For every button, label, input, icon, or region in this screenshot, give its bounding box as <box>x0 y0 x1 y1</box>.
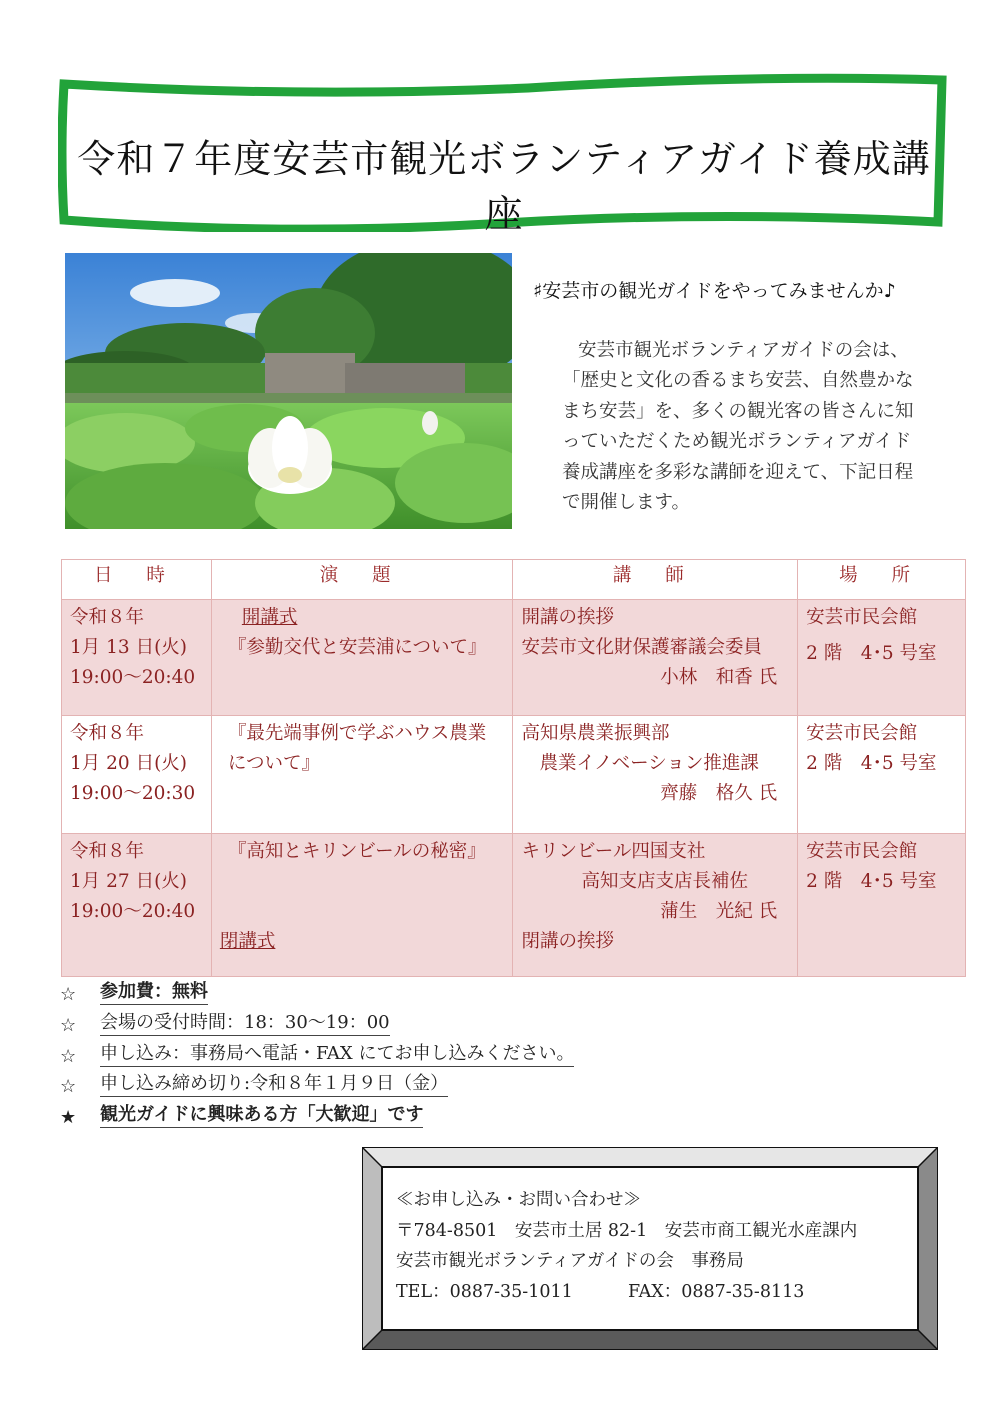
lecturer-line: 閉講の挨拶 <box>521 931 614 952</box>
datetime-cell <box>62 600 212 716</box>
session-date: 1月 27 日(火) <box>70 871 188 892</box>
note-item <box>60 1103 574 1134</box>
lecturer-cell <box>513 716 798 834</box>
star-filled-icon: ★ <box>60 1107 77 1129</box>
session-time: 19:00～20:40 <box>70 901 196 922</box>
note-item <box>60 1042 574 1073</box>
session-year: 令和８年 <box>70 723 145 744</box>
lecturer-line: 安芸市文化財保護審議会委員 <box>521 637 762 658</box>
lecturer-name: 小林 和香 氏 <box>660 667 778 688</box>
venue-name: 安芸市民会館 <box>806 607 918 628</box>
session-year: 令和８年 <box>70 841 145 862</box>
star-outline-icon: ☆ <box>60 1014 77 1036</box>
lecturer-line: 開講の挨拶 <box>521 607 614 628</box>
lotus-photo <box>65 253 512 529</box>
star-outline-icon: ☆ <box>60 1076 77 1098</box>
intro-heading: ♯安芸市の観光ガイドをやってみませんか♪ <box>533 280 896 302</box>
note-item <box>60 1011 574 1042</box>
intro-line: 安芸市観光ボランティアガイドの会は、 <box>578 340 909 361</box>
lecturer-name: 齊藤 格久 氏 <box>660 783 778 804</box>
opening-ceremony: 開講式 <box>241 607 298 628</box>
contact-address: 〒784-8501 安芸市土居 82-1 安芸市商工観光水産課内 <box>396 1220 858 1241</box>
closing-ceremony: 閉講式 <box>219 931 276 952</box>
title-banner <box>58 72 950 236</box>
contact-fax: FAX：0887-35-8113 <box>628 1281 805 1302</box>
topic-title: 『高知とキリンビールの秘密』 <box>227 841 486 862</box>
contact-office: 安芸市観光ボランティアガイドの会 事務局 <box>396 1251 744 1271</box>
session-date: 1月 13 日(火) <box>70 637 188 658</box>
lecturer-line: 高知県農業振興部 <box>521 723 670 744</box>
lecturer-cell <box>513 834 798 977</box>
note-item <box>60 980 574 1011</box>
note-text: 申し込み：事務局へ電話・FAX にてお申し込みください。 <box>100 1042 574 1067</box>
header-topic: 演 題 <box>211 560 513 600</box>
note-text: 観光ガイドに興味ある方「大歓迎」です <box>100 1103 423 1128</box>
intro-line: 養成講座を多彩な講師を迎えて、下記日程 <box>562 461 914 483</box>
star-outline-icon: ☆ <box>60 984 77 1005</box>
datetime-cell <box>62 834 212 977</box>
table-row <box>62 600 966 716</box>
contact-tel: TEL：0887-35-1011 <box>396 1281 573 1302</box>
notes-list <box>60 980 574 1134</box>
note-text: 参加費：無料 <box>100 980 208 1005</box>
note-item <box>60 1072 574 1103</box>
datetime-cell <box>62 716 212 834</box>
session-time: 19:00～20:30 <box>70 783 196 804</box>
venue-cell <box>798 716 966 834</box>
venue-room: 2 階 4･5 号室 <box>806 643 937 664</box>
session-date: 1月 20 日(火) <box>70 753 188 774</box>
intro-line: で開催します。 <box>562 492 691 514</box>
venue-name: 安芸市民会館 <box>806 841 918 862</box>
lecturer-line: キリンビール四国支社 <box>521 841 706 862</box>
venue-room: 2 階 4･5 号室 <box>806 871 937 892</box>
intro-line: っていただくため観光ボランティアガイド <box>562 431 912 453</box>
header-lecturer: 講 師 <box>513 560 798 600</box>
contact-heading: ≪お申し込み・お問い合わせ≫ <box>396 1190 641 1210</box>
topic-cell <box>211 834 513 977</box>
page-title: 令和７年度安芸市観光ボランティアガイド養成講座 <box>77 137 931 236</box>
header-datetime: 日 時 <box>62 560 212 600</box>
contact-text <box>396 1185 857 1307</box>
contact-box <box>362 1147 938 1350</box>
topic-title: 『参勤交代と安芸浦について』 <box>227 637 487 658</box>
table-row <box>62 834 966 977</box>
header-venue: 場 所 <box>798 560 966 600</box>
note-text: 申し込み締め切り:令和８年１月９日（金） <box>100 1072 448 1097</box>
lecturer-name: 蒲生 光紀 氏 <box>660 901 778 922</box>
table-row <box>62 716 966 834</box>
lecturer-line: 高知支店支店長補佐 <box>581 871 748 892</box>
lecturer-line: 農業イノベーション推進課 <box>539 753 759 774</box>
intro-body <box>562 336 954 518</box>
topic-cell <box>211 716 513 834</box>
venue-cell <box>798 834 966 977</box>
topic-cell <box>211 600 513 716</box>
note-text: 会場の受付時間：18：30～19：00 <box>100 1011 390 1036</box>
venue-name: 安芸市民会館 <box>806 723 918 744</box>
topic-title: 『最先端事例で学ぶハウス農業について』 <box>227 723 487 774</box>
contact-phone-row <box>396 1277 857 1308</box>
session-time: 19:00～20:40 <box>70 667 196 688</box>
venue-cell <box>798 600 966 716</box>
venue-room: 2 階 4･5 号室 <box>806 753 937 774</box>
session-year: 令和８年 <box>70 607 145 628</box>
intro-line: 「歴史と文化の香るまち安芸、自然豊かな <box>562 370 914 392</box>
lecturer-cell <box>513 600 798 716</box>
schedule-table <box>61 559 966 977</box>
intro-line: まち安芸」を、多くの観光客の皆さんに知 <box>562 400 914 422</box>
star-outline-icon: ☆ <box>60 1045 77 1067</box>
